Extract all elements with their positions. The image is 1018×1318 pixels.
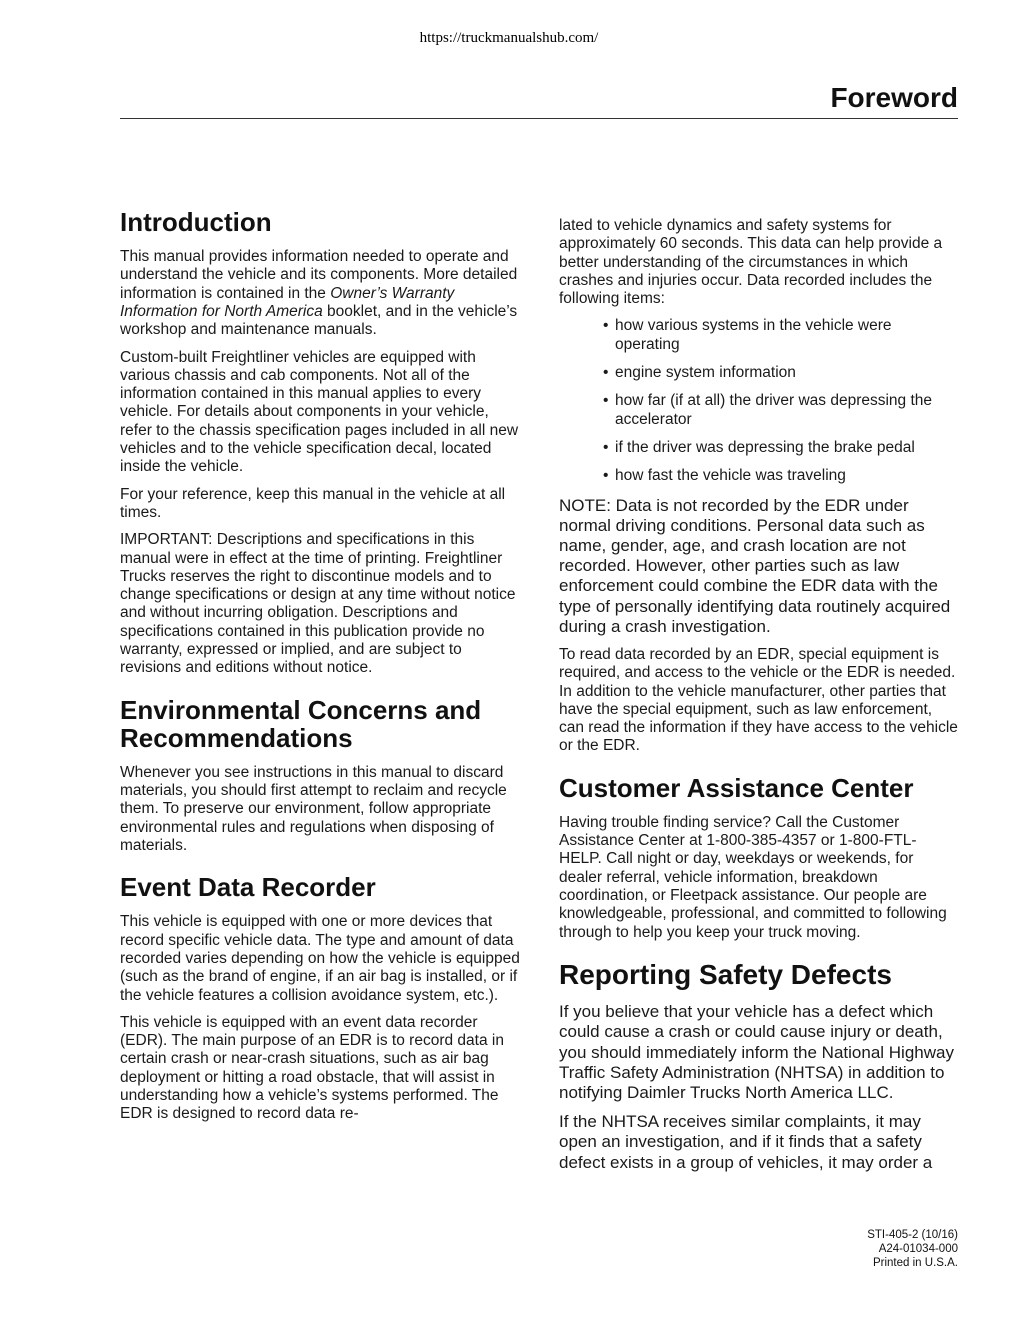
edr-heading: Event Data Recorder <box>120 872 376 903</box>
edr-paragraph-2-continued: lated to vehicle dynamics and safety systems for approximately 60 seconds. This data can help provide a better understanding of the circumstances in which crashes and injuries occur. Data recorded includes the following items: <box>559 217 943 308</box>
edr-paragraph-3: To read data recorded by an EDR, special equipment is required, and access to the vehicle or the EDR is needed. In addition to the vehicle manufacturer, other parties that have the special equipment, such as law enforcement, can read the information if they have access to the vehicle or the EDR. <box>559 645 958 755</box>
edr-note: NOTE: Data is not recorded by the EDR under normal driving conditions. Personal data such as name, gender, age, and crash location are not recorded. However, other parties such as law enforcement could combine the EDR data with the type of personally identifying data routinely acquired during a crash investigation. <box>559 495 951 636</box>
publication-info <box>867 1228 958 1270</box>
left-column <box>120 208 520 1133</box>
printed-in: Printed in U.S.A. <box>872 1257 958 1269</box>
part-number: A24-01034-000 <box>878 1243 958 1255</box>
list-item: • if the driver was depressing the brake pedal <box>603 439 959 457</box>
header-rule <box>120 118 958 119</box>
introduction-heading: Introduction <box>120 207 272 237</box>
edr-paragraph-1: This vehicle is equipped with one or more devices that record specific vehicle data. The type and amount of data recorded varies depending on how the vehicle is equipped (such as the brand of engine, if an air bag is installed, or if the vehicle features a collision avoidance system, etc.). <box>120 913 520 1004</box>
edr-recorded-items-list <box>559 317 959 485</box>
warranty-booklet-title: Owner’s Warranty Information for North America <box>120 284 455 320</box>
introduction-p1-start: This manual provides information needed to operate and understand the vehicle and its components. More detailed information is contained in the <box>120 248 518 302</box>
environmental-paragraph-1: Whenever you see instructions in this manual to discard materials, you should first attempt to reclaim and recycle them. To preserve our environment, follow appropriate environmental rules and regulations when disposing of materials. <box>120 763 507 854</box>
publication-number: STI-405-2 (10/16) <box>867 1229 958 1241</box>
customer-assistance-paragraph: Having trouble finding service? Call the Customer Assistance Center at 1-800-385-4357 or 1-800-FTL-HELP. Call night or day, weekdays or weekends, for dealer referral, vehicle information, breakdown coordination, or Fleetpack assistance. Our people are knowledgeable, professional, and committed to following through to help you keep your truck moving. <box>559 813 947 941</box>
introduction-paragraph-2: Custom-built Freightliner vehicles are equipped with various chassis and cab components. Not all of the information contained in this manual applies to every vehicle. For details about components in your vehicle, refer to the chassis specification pages included in all new vehicles and to the vehicle specification decal, located inside the vehicle. <box>120 348 519 476</box>
source-url[interactable]: https://truckmanualshub.com/ <box>419 30 599 46</box>
safety-defects-paragraph-2: If the NHTSA receives similar complaints, it may open an investigation, and if it finds that a safety defect exists in a group of vehicles, it may order a <box>559 1112 933 1172</box>
customer-assistance-heading: Customer Assistance Center <box>559 772 914 803</box>
list-item: • how various systems in the vehicle were operating <box>603 317 959 354</box>
list-item: • how fast the vehicle was traveling <box>603 467 959 485</box>
environmental-heading: Environmental Concerns and Recommendations <box>120 694 482 753</box>
list-item: • engine system information <box>603 364 959 382</box>
safety-defects-heading: Reporting Safety Defects <box>559 958 892 990</box>
list-item: • how far (if at all) the driver was depressing the accelerator <box>603 392 959 429</box>
introduction-paragraph-3: For your reference, keep this manual in the vehicle at all times. <box>120 485 506 521</box>
edr-paragraph-2: This vehicle is equipped with an event data recorder (EDR). The main purpose of an EDR is to record data in certain crash or near-crash situations, such as air bag deployment or hitting a road obstacle, that will assist in understanding how a vehicle’s systems performed. The EDR is designed to record data re- <box>120 1013 504 1123</box>
introduction-p1-end: booklet, and in the vehicle’s workshop and maintenance manuals. <box>120 302 518 339</box>
introduction-paragraph-4: IMPORTANT: Descriptions and specifications in this manual were in effect at the time of printing. Freightliner Trucks reserves the right to discontinue models and to change specifications or design at any time without notice and without incurring obligation. Descriptions and specifications contained in this publication provide no warranty, expressed or implied, and are subject to revisions and editions without notice. <box>120 531 516 677</box>
safety-defects-paragraph-1: If you believe that your vehicle has a defect which could cause a crash or could cause injury or death, you should immediately inform the National Highway Traffic Safety Administration (NHTSA) in addition to notifying Daimler Trucks North America LLC. <box>559 1002 954 1102</box>
right-column <box>559 217 959 1182</box>
introduction-paragraph-1 <box>120 248 520 339</box>
page-title: Foreword <box>830 82 958 113</box>
